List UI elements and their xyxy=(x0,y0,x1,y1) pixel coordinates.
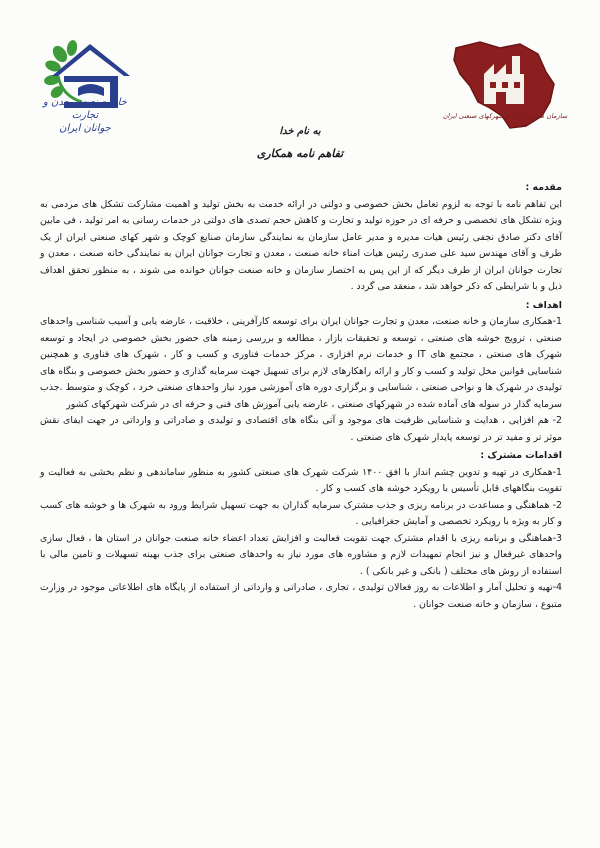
left-logo-caption-line2: جوانان ایران xyxy=(59,123,111,134)
action-item-2: 2- هماهنگی و مساعدت در برنامه ریزی و جذب مشترک سرمایه گذاران به جهت تسهیل شرایط ورود به شهرک ها و خوشه های کسب و کار به ویژه با رویکرد تخصصی و آمایش جغرافیایی . xyxy=(40,499,562,527)
right-logo-caption: سازمان صنایع کوچک و شهرکهای صنعتی ایران xyxy=(442,112,568,120)
action-item-4: 4-تهیه و تحلیل آمار و اطلاعات به روز فعالان تولیدی ، تجاری ، صادراتی و وارداتی از استفاده از پایگاه های اطلاعاتی موجود در وزارت متبوع ، سازمان و خانه صنعت جوانان . xyxy=(40,582,562,610)
bismillah: به نام خدا xyxy=(279,126,321,137)
document-body xyxy=(40,180,562,613)
action-item-1: 1-همکاری در تهیه و تدوین چشم انداز با افق ۱۴۰۰ شرکت شهرک های صنعتی کشور به منظور ساماندهی و نظم بخشی به فعالیت و تقویت بنگاههای قابل تأسیس با رویکرد خوشه های کسب و کار . xyxy=(40,466,562,494)
action-item-3: 3-هماهنگی و برنامه ریزی با اقدام مشترک جهت تقویت فعالیت و افزایش تعداد اعضاء خانه صنعت جوانان در استان ها ، فعال سازی واحدهای غیرفعال و نیز انجام تمهیدات لازم و مشاوره های مورد نیاز به واحدهای صنعتی برای جذب بهینه تسهیلات و تامین مالی با استفاده از روش های مختلف ( بانکی و غیر بانکی ) . xyxy=(40,532,562,577)
intro-paragraph: این تفاهم نامه با توجه به لزوم تعامل بخش خصوصی و دولتی در ارائه خدمت به بخش تولید و اهمیت مشارکت تشکل های مردمی به ویژه تشکل های تخصصی و حرفه ای در حوزه تولید و تجارت و کاهش حجم تصدی های دولتی در خدمات رسانی به امر تولید ، فی مابین آقای دکتر صادق نجفی رئیس هیات مدیره و مدیر عامل سازمان به نمایندگی سازمان صنایع کوچک و شهر کهای صنعتی ایران از یک طرف و آقای مهندس سید علی صدری رئیس هیات امناء خانه صنعت ، معدن و تجارت جوانان ایران به نمایندگی خانه صنعت ، معدن و تجارت جوانان ایران از طرف دیگر که از این پس به اختصار سازمان و خانه صنعت جوانان خوانده می شوند ، به منظور تحقق اهداف ذیل و با شرایطی که ذکر خواهد شد ، منعقد می گردد . xyxy=(40,198,562,292)
actions-heading: اقدامات مشترک : xyxy=(480,450,562,461)
goals-heading: اهداف : xyxy=(525,299,562,311)
goal-item-1: 1-همکاری سازمان و خانه صنعت، معدن و تجارت جوانان ایران برای توسعه کارآفرینی ، خلاقیت ، عارضه یابی و آسیب شناسی واحدهای صنعتی ، ترویج خوشه های صنعتی ، توسعه و تحقیقات بازار ، مطالعه و بررسی زمینه های حضور بخش خصوصی در ایجاد و توسعه شهرک های صنعتی ، مجتمع های IT و خدمات نرم افزاری ، مرکز خدمات فناوری و کسب و کار ، شهرک های فناوری و همچنین شناسایی قوانین مخل تولید و کسب و کار و ارائه راهکارهای لازم برای تسهیل جهت سرمایه گذاری و حضور بخش خصوصی و بنگاه های تولیدی در شهرک ها و نواحی صنعتی ، شناسایی و برگزاری دوره های آموزشی مورد نیاز واحدهای صنعتی خرد ، کوچک و متوسط .جذب سرمایه گذار در سوله های آماده شده در شهرکهای صنعتی ، عارضه یابی آموزش های فنی و حرفه ای در شرکت شهرکهای کشور xyxy=(40,316,562,410)
document-title: تفاهم نامه همکاری xyxy=(256,147,344,160)
title-block xyxy=(200,126,400,160)
left-logo-caption-line1: خانه صنعت، معدن و تجارت xyxy=(43,97,127,121)
intro-heading: مقدمه : xyxy=(525,182,562,193)
house-hands-leaf-icon xyxy=(38,36,138,154)
left-logo-caption xyxy=(30,96,140,135)
goal-item-2: 2- هم افزایی ، هدایت و شناسایی ظرفیت های موجود و آتی بنگاه های اقتصادی و تولیدی و صادراتی و وارداتی در جهت ایفای نقش موثر تر و مفید تر در توسعه پایدار شهرک های صنعتی . xyxy=(40,415,562,443)
iran-map-factory-icon xyxy=(450,38,562,142)
